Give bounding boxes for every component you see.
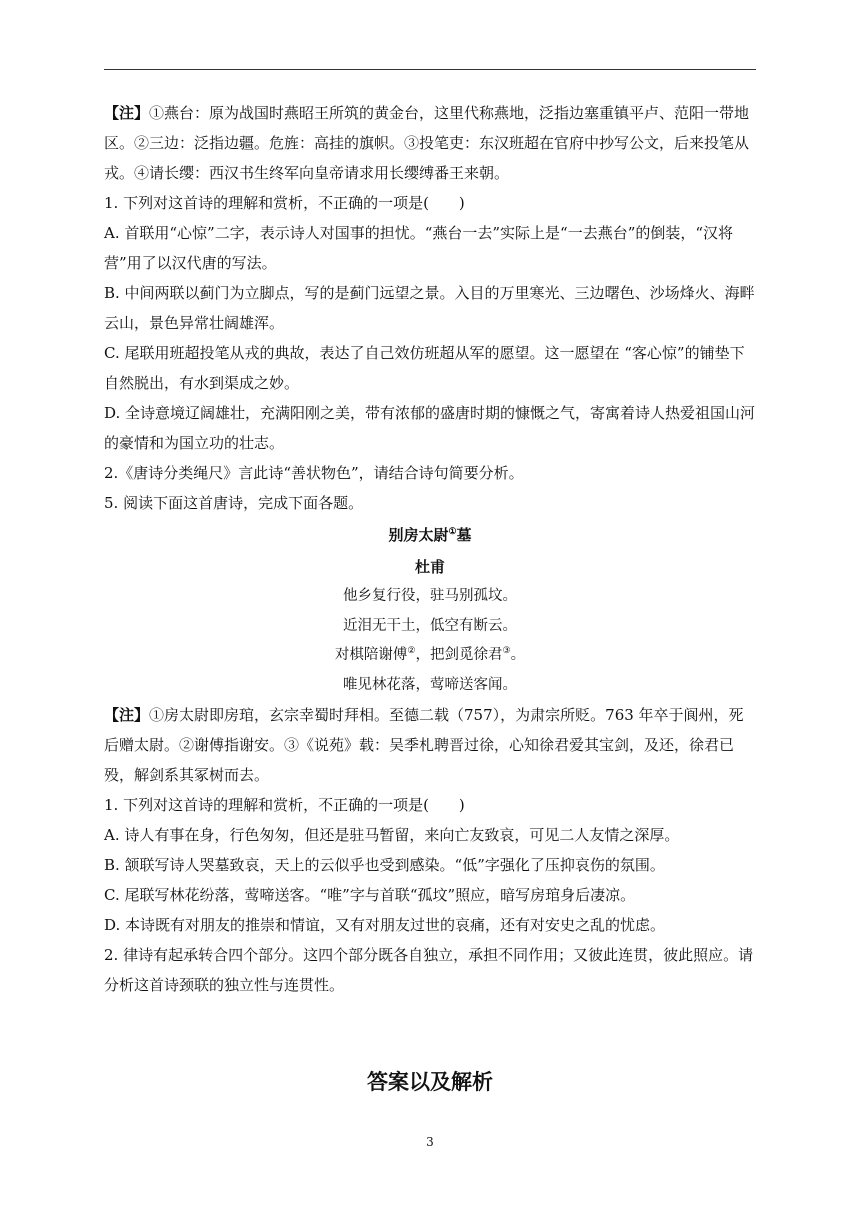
poem2-line-1: 他乡复行役，驻马别孤坟。 bbox=[343, 588, 517, 604]
poem2-note bbox=[104, 700, 756, 790]
poem2-question-1: 1. 下列对这首诗的理解和赏析，不正确的一项是( ) bbox=[104, 796, 465, 814]
footnote-marker: ③ bbox=[502, 646, 511, 657]
poem2-option-a: A. 诗人有事在身，行色匆匆，但还是驻马暂留，来向亡友致哀，可见二人友情之深厚。 bbox=[104, 826, 680, 844]
footnote-marker: ② bbox=[407, 646, 416, 657]
poem2-option-d: D. 本诗既有对朋友的推崇和情谊，又有对朋友过世的哀痛，还有对安史之乱的忧虑。 bbox=[104, 916, 666, 934]
page-content bbox=[104, 98, 756, 1000]
poem1-question-1: 1. 下列对这首诗的理解和赏析，不正确的一项是( ) bbox=[104, 194, 465, 212]
poem1-question-2: 2.《唐诗分类绳尺》言此诗“善状物色”，请结合诗句简要分析。 bbox=[104, 464, 524, 482]
poem2-line-2: 近泪无干土，低空有断云。 bbox=[343, 617, 517, 634]
footnote-marker: ① bbox=[448, 527, 457, 537]
poem2-option-b: B. 颔联写诗人哭墓致哀，天上的云似乎也受到感染。“低”字强化了压抑哀伤的氛围。 bbox=[104, 856, 665, 874]
note-label: 【注】 bbox=[104, 706, 150, 724]
poem2-title bbox=[104, 520, 756, 550]
question-5-intro: 5. 阅读下面这首唐诗，完成下面各题。 bbox=[104, 494, 364, 512]
poem1-note bbox=[104, 98, 756, 188]
poem1-option-a: A. 首联用“心惊”二字，表示诗人对国事的担忧。“燕台一去”实际上是“一去燕台”的倒装，“汉将营”用了以汉代唐的写法。 bbox=[104, 224, 734, 272]
poem1-option-d: D. 全诗意境辽阔雄壮，充满阳刚之美，带有浓郁的盛唐时期的慷慨之气，寄寓着诗人热爱祖国山河的豪情和为国立功的壮志。 bbox=[104, 404, 756, 452]
note-label: 【注】 bbox=[104, 104, 150, 122]
poem2-line-3 bbox=[104, 641, 756, 671]
poem2-title-text: 别房太尉 bbox=[388, 526, 449, 544]
poem2-title-text-end: 墓 bbox=[456, 526, 472, 544]
note-text: ①房太尉即房琯，玄宗幸蜀时拜相。至德二载（757），为肃宗所贬。763 年卒于阆州，死后赠太尉。②谢傅指谢安。③《说苑》载：吴季札聘晋过徐，心知徐君爱其宝剑，及还，徐君已殁，解剑系其冢树而去。 bbox=[104, 706, 744, 784]
poem2-author: 杜甫 bbox=[414, 558, 445, 576]
poem2-line-4: 唯见林花落，莺啼送客闻。 bbox=[343, 676, 517, 693]
poem1-option-c: C. 尾联用班超投笔从戎的典故，表达了自己效仿班超从军的愿望。这一愿望在 “客心惊”的铺垫下自然脱出，有水到渠成之妙。 bbox=[104, 344, 745, 392]
answers-heading: 答案以及解析 bbox=[367, 1070, 493, 1094]
page-number: 3 bbox=[426, 1135, 434, 1149]
line3-part-b: ，把剑觅徐君 bbox=[415, 647, 503, 663]
header-rule bbox=[104, 69, 756, 70]
poem2-question-2: 2. 律诗有起承转合四个部分。这四个部分既各自独立，承担不同作用；又彼此连贯，彼此照应。请分析这首诗颈联的独立性与连贯性。 bbox=[104, 946, 754, 994]
poem1-option-b: B. 中间两联以蓟门为立脚点，写的是蓟门远望之景。入目的万里寒光、三边曙色、沙场烽火、海畔云山，景色异常壮阔雄浑。 bbox=[104, 284, 755, 332]
poem2-option-c: C. 尾联写林花纷落，莺啼送客。“唯”字与首联“孤坟”照应，暗写房琯身后凄凉。 bbox=[104, 886, 636, 904]
note-text: ①燕台：原为战国时燕昭王所筑的黄金台，这里代称燕地，泛指边塞重镇平卢、范阳一带地区。②三边：泛指边疆。危旌：高挂的旗帜。③投笔吏：东汉班超在官府中抄写公文，后来投笔从戎。④请长缨：西汉书生终军向皇帝请求用长缨缚番王来朝。 bbox=[104, 104, 750, 182]
line3-part-a: 对棋陪谢傅 bbox=[334, 647, 408, 663]
line3-part-c: 。 bbox=[510, 647, 526, 663]
